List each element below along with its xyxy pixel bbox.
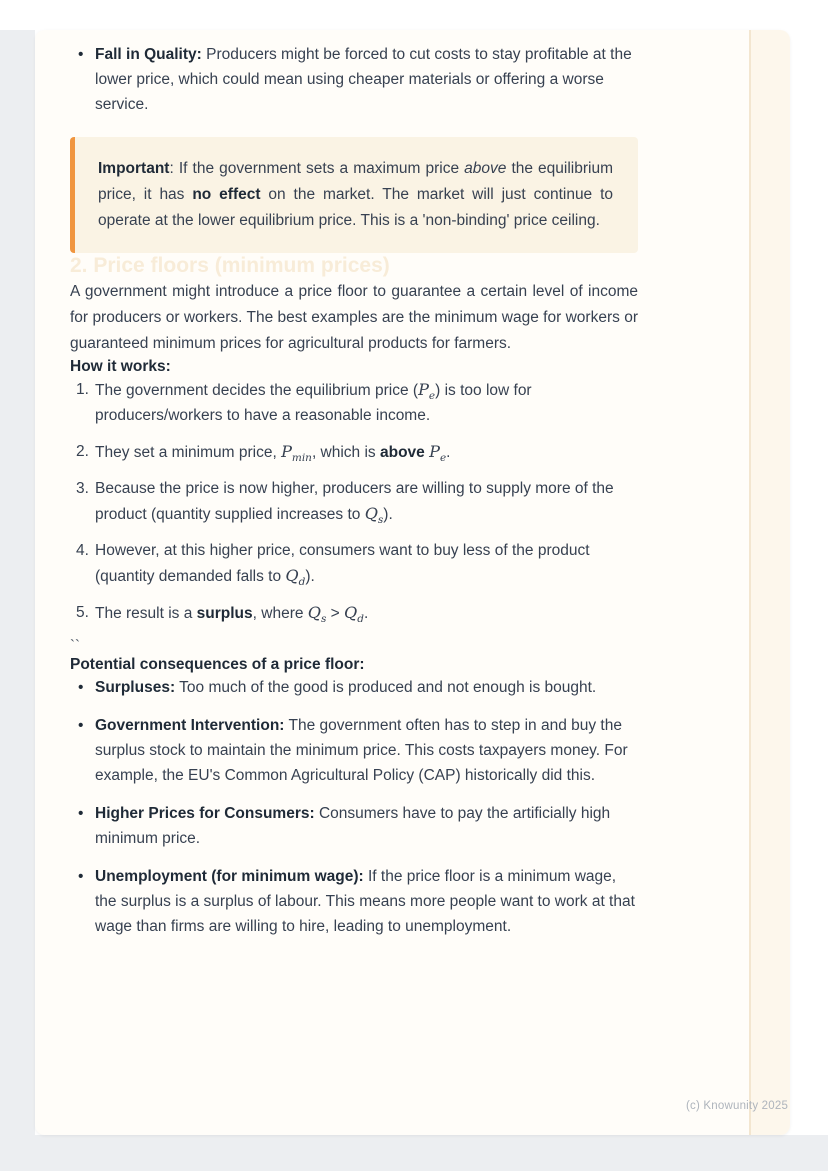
text-segment: ). xyxy=(305,568,315,585)
numbered-item xyxy=(70,538,638,589)
list-item-unemployment xyxy=(70,864,638,939)
math-subscript: d xyxy=(357,613,364,626)
math-token: $Q_d$ xyxy=(285,566,306,589)
canvas-gutter-bottom xyxy=(0,1135,828,1171)
text-segment: the equilibrium price, it has xyxy=(98,160,614,203)
list-item-label: Government Intervention: xyxy=(95,717,285,734)
text-segment: They set a minimum price, xyxy=(95,444,282,461)
text-segment: above xyxy=(464,160,507,177)
item-number: 1. xyxy=(76,381,89,398)
numbered-item xyxy=(70,439,638,465)
text-segment: > xyxy=(326,605,345,622)
quality-bullet-list xyxy=(70,42,638,117)
list-item-surpluses xyxy=(70,675,638,700)
list-item-text xyxy=(95,864,638,939)
text-segment: ). xyxy=(383,506,393,523)
list-item-government-intervention xyxy=(70,713,638,788)
text-segment: on the market. The market will just continue to operate at the lower equilibrium price. This is a 'non-binding' price ceiling. xyxy=(98,186,613,229)
canvas-gutter-left xyxy=(0,30,35,1171)
math-subscript: s xyxy=(377,514,384,527)
list-item-higher-prices xyxy=(70,801,638,851)
numbered-item xyxy=(70,476,638,527)
list-item-text xyxy=(95,801,638,851)
item-number: 5. xyxy=(76,604,89,621)
math-subscript: s xyxy=(321,613,327,626)
watermark: (c) Knowunity 2025 xyxy=(686,1100,789,1112)
text-segment: ) is too low for producers/workers to have a reasonable income. xyxy=(95,382,532,424)
item-number: 3. xyxy=(76,480,89,497)
list-item-label: Surpluses: xyxy=(95,679,176,696)
item-text xyxy=(95,600,638,626)
document-page xyxy=(35,30,790,1135)
math-subscript: min xyxy=(291,452,312,465)
list-item-description: Consumers have to pay the artificially high minimum price. xyxy=(95,805,611,847)
consequences-heading: Potential consequences of a price floor: xyxy=(70,656,365,673)
item-number: 4. xyxy=(76,542,89,559)
text-segment: surplus xyxy=(196,605,253,622)
text-segment: The result is a xyxy=(95,605,197,622)
item-text xyxy=(95,439,638,465)
list-item-text xyxy=(95,675,638,700)
how-it-works-list xyxy=(70,377,638,626)
bullet-marker: • xyxy=(78,805,84,822)
text-segment: above xyxy=(380,444,425,461)
bullet-marker: • xyxy=(78,679,84,696)
callout-text xyxy=(98,156,613,234)
math-token: $P_{min}$ xyxy=(281,442,312,465)
list-item-description: If the price floor is a minimum wage, the surplus is a surplus of labour. This means more people want to work at that wage than firms are willing to hire, leading to unemployment. xyxy=(95,868,635,935)
numbered-item xyxy=(70,377,638,428)
item-text xyxy=(95,538,638,589)
numbered-item xyxy=(70,600,638,626)
important-callout xyxy=(70,137,638,253)
list-item-description: Producers might be forced to cut costs to stay profitable at the lower price, which could mean using cheaper materials or offering a worse service. xyxy=(95,46,632,113)
consequences-list xyxy=(70,675,638,939)
text-segment: However, at this higher price, consumers want to buy less of the product (quantity demanded falls to xyxy=(95,542,590,585)
text-segment: . xyxy=(446,444,451,461)
bullet-marker: • xyxy=(78,717,84,734)
math-token: $Q_d$ xyxy=(344,603,364,626)
text-segment: Important xyxy=(98,160,170,177)
list-item-description: Too much of the good is produced and not enough is bought. xyxy=(179,679,597,696)
math-token: $Q_s$ xyxy=(364,504,384,527)
list-item-text xyxy=(95,42,638,117)
stray-backticks: `` xyxy=(70,637,80,654)
list-item-label: Fall in Quality: xyxy=(95,46,202,63)
math-subscript: e xyxy=(428,390,436,403)
math-token: $P_e$ xyxy=(418,380,436,403)
list-item-description: The government often has to step in and buy the surplus stock to maintain the minimum price. This costs taxpayers money. For example, the EU's Common Agricultural Policy (CAP) historically did this. xyxy=(95,717,628,784)
section-heading: 2. Price floors (minimum prices) xyxy=(70,254,390,277)
how-it-works-heading: How it works: xyxy=(70,358,171,375)
page-curl-edge xyxy=(749,30,790,1135)
math-token: $Q_s$ xyxy=(307,603,327,626)
list-item-label: Unemployment (for minimum wage): xyxy=(95,868,364,885)
math-token: $P_e$ xyxy=(429,442,447,465)
text-segment: Because the price is now higher, producers are willing to supply more of the product (quantity supplied increases to xyxy=(95,480,614,523)
page-content xyxy=(70,42,638,952)
text-segment: no effect xyxy=(192,186,261,203)
item-number: 2. xyxy=(76,443,89,460)
math-subscript: e xyxy=(439,452,447,465)
list-item-fall-in-quality xyxy=(70,42,638,117)
item-text xyxy=(95,476,638,527)
math-subscript: d xyxy=(298,576,306,589)
list-item-label: Higher Prices for Consumers: xyxy=(95,805,315,822)
text-segment: . xyxy=(363,605,369,622)
list-item-text xyxy=(95,713,638,788)
text-segment: , where xyxy=(252,605,308,622)
text-segment: The government decides the equilibrium price ( xyxy=(95,382,419,399)
text-segment: : If the government sets a maximum price xyxy=(169,160,465,177)
text-segment: , which is xyxy=(311,444,380,461)
intro-paragraph: A government might introduce a price floor to guarantee a certain level of income for producers or workers. The best examples are the minimum wage for workers or guaranteed minimum prices for agricultural products for farmers. xyxy=(70,283,638,352)
item-text xyxy=(95,377,638,428)
bullet-marker: • xyxy=(78,868,84,885)
bullet-marker: • xyxy=(78,46,84,63)
